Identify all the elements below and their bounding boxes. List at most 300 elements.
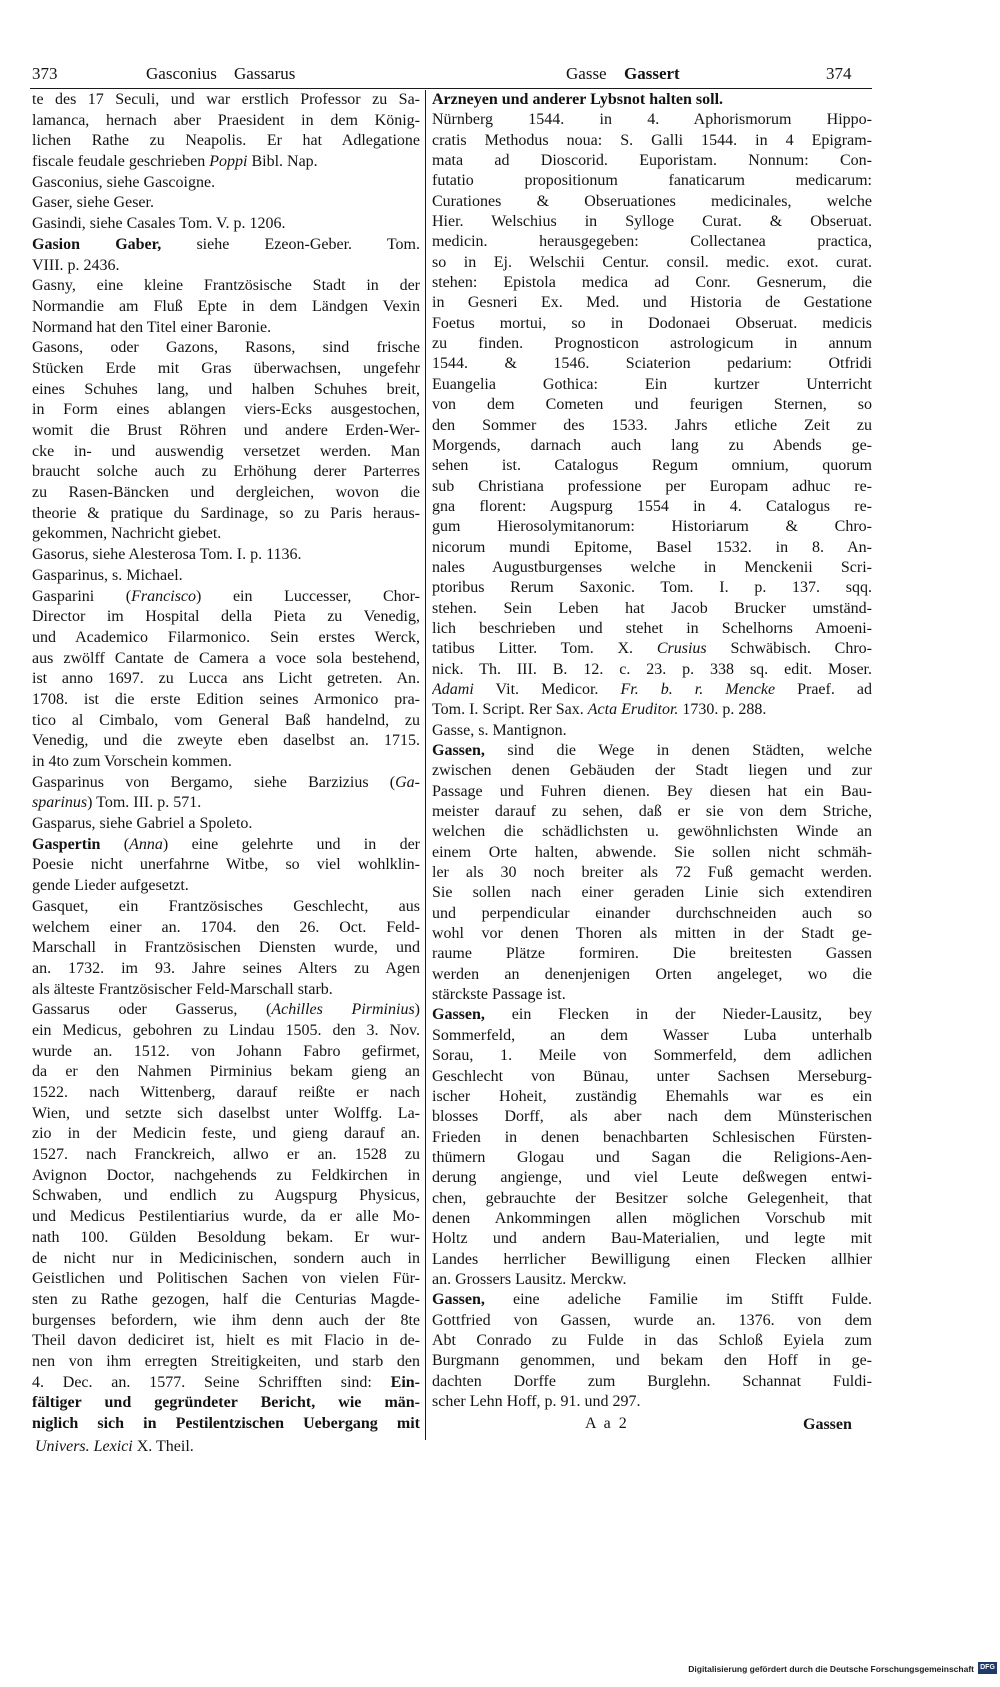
- text-run: Tom. I. Script. Rer Sax.: [432, 701, 588, 719]
- text-run: gende Lieder aufgesetzt.: [32, 877, 189, 895]
- text-run: Theil davon dediciret ist, hielt es mit Flacio in de-: [32, 1332, 420, 1350]
- text-line: [432, 212, 872, 232]
- text-line: [432, 538, 872, 558]
- text-line: [432, 314, 872, 334]
- text-run: von dem Cometen und feurigen Sternen, so: [432, 396, 872, 414]
- text-run: ein Medicus, gebohren zu Lindau 1505. den 3. Nov.: [32, 1021, 420, 1039]
- text-run: ptoribus Rerum Saxonic. Tom. I. p. 137. sqq.: [432, 579, 872, 597]
- italic-text-run: Fr. b. r. Mencke: [620, 680, 776, 698]
- text-line: [32, 669, 420, 690]
- bold-text-run: Gassen,: [432, 1006, 485, 1024]
- text-run: Stücken Erde mit Gras überwachsen, ungefehr: [32, 359, 420, 377]
- text-line: [432, 944, 872, 964]
- text-run: nales Augustburgenses welche in Menckenii Scri-: [432, 558, 872, 576]
- text-run: zio in der Medicin feste, und gieng darauf an.: [32, 1125, 420, 1143]
- italic-text-run: sparinus: [32, 794, 88, 812]
- text-run: und Academico Filarmonico. Sein erstes Werck,: [32, 628, 420, 646]
- text-line: [32, 545, 420, 566]
- text-line: [432, 578, 872, 598]
- text-line: [432, 1229, 872, 1249]
- text-run: Gasindi, siehe Casales Tom. V. p. 1206.: [32, 215, 286, 233]
- text-line: [432, 334, 872, 354]
- text-run: lich beschrieben und stehet in Schelhorns Amoeni-: [432, 619, 872, 637]
- text-run: stehen: Epistola medica ad Conr. Gesnerum, die: [432, 274, 872, 292]
- text-run: cratis Methodus noua: S. Galli 1544. in 4 Epigram-: [432, 131, 872, 149]
- text-run: dachten Dorffe zum Burglehn. Schannat Fuldi-: [432, 1372, 872, 1390]
- text-line: [432, 1250, 872, 1270]
- text-run: nicorum mundi Epitome, Basel 1532. in 8. An-: [432, 538, 872, 556]
- text-line: [32, 938, 420, 959]
- catchword: Gassen: [803, 1416, 852, 1433]
- text-run: Normand hat den Titel einer Baronie.: [32, 318, 272, 336]
- text-run: Euangelia Gothica: Ein kurtzer Unterricht: [432, 375, 872, 393]
- text-run: zu finden. Prognosticon astrologicum in annum: [432, 335, 872, 353]
- text-run: ): [414, 1001, 420, 1019]
- text-line: [32, 1042, 420, 1063]
- text-run: 1522. nach Wittenberg, darauf reißte er nach: [32, 1084, 420, 1101]
- text-run: Marschall in Frantzösischen Diensten wurde, und: [32, 939, 420, 957]
- text-line: [32, 773, 420, 794]
- text-run: Gasparus, siehe Gabriel a Spoleto.: [32, 815, 253, 833]
- text-line: [32, 1290, 420, 1311]
- text-line: [32, 338, 420, 359]
- text-line: [432, 354, 872, 374]
- text-run: Gottfried von Gassen, wurde an. 1376. von dem: [432, 1311, 872, 1329]
- text-run: Gasparinus von Bergamo, siehe Barzizius (: [32, 773, 396, 791]
- digitization-credit: Digitalisierung gefördert durch die Deutsche Forschungsgemeinschaft: [688, 1664, 974, 1674]
- text-run: Gasny, eine kleine Frantzösische Stadt in der: [32, 277, 420, 295]
- running-head-left-first-entry: Gasconius: [146, 64, 217, 83]
- bold-text-run: niglich sich in Pestilentzischen Uebergang mit: [32, 1415, 420, 1432]
- text-line: [432, 1189, 872, 1209]
- text-line: [432, 456, 872, 476]
- text-run: zu Rasen-Bäncken und dergleichen, wovon die: [32, 484, 420, 502]
- text-line: [32, 876, 420, 897]
- text-line: [432, 599, 872, 619]
- text-line: [432, 904, 872, 924]
- text-run: Geschlecht von Bünau, unter Sachsen Merseburg-: [432, 1067, 872, 1085]
- text-run: Sorau, 1. Meile von Sommerfeld, dem adlichen: [432, 1047, 872, 1065]
- bold-text-run: Arzneyen und anderer Lybsnot halten soll.: [432, 91, 724, 108]
- text-line: [32, 1331, 420, 1352]
- text-line: [32, 1269, 420, 1290]
- text-line: [32, 256, 420, 277]
- text-run: und perpendicular einander durchschneiden auch so: [432, 904, 872, 922]
- text-run: stehen. Sein Leben hat Jacob Brucker umständ-: [432, 599, 872, 617]
- text-line: [32, 1249, 420, 1270]
- text-run: tico al Cimbalo, vom General Baß handelnd, zu: [32, 711, 420, 729]
- text-line: [32, 90, 420, 111]
- running-head-right-first-entry: Gasse: [566, 64, 607, 83]
- text-run: wurde an. 1512. von Johann Fabro gefirmet,: [32, 1042, 420, 1060]
- text-run: (: [100, 835, 130, 853]
- text-line: [32, 359, 420, 380]
- text-line: [432, 1351, 872, 1371]
- text-run: burgenses befordern, wie ihm denn auch der 8te: [32, 1311, 420, 1329]
- text-run: Schwaben, und endlich zu Augspurg Physicus,: [32, 1187, 420, 1205]
- volume-footer: [35, 1436, 194, 1457]
- text-run: an. Grossers Lausitz. Merckw.: [432, 1270, 627, 1288]
- page-number-right: 374: [826, 64, 852, 83]
- text-line: [32, 442, 420, 463]
- text-run: gum Hierosolymitanorum: Historiarum & Chro-: [432, 518, 872, 536]
- text-run: sten zu Rathe gezogen, half die Centurias Magde-: [32, 1290, 420, 1308]
- text-line: [432, 883, 872, 903]
- text-line: [432, 375, 872, 395]
- italic-text-run: Crusius: [656, 640, 707, 658]
- text-run: Director im Hospital della Pieta zu Venedig,: [32, 608, 420, 626]
- text-line: [32, 1414, 420, 1435]
- text-line: [432, 273, 872, 293]
- text-run: womit die Brust Röhren und andere Erden-Wer-: [32, 422, 420, 439]
- text-run: in Gesneri Ex. Med. und Historia de Gestatione: [432, 294, 872, 312]
- text-line: [32, 587, 420, 608]
- text-run: raume Plätze formiren. Die breitesten Gassen: [432, 945, 872, 963]
- text-run: ist anno 1697. zu Lucca ans Licht getreten. An.: [32, 670, 420, 688]
- text-run: Hier. Welschius in Sylloge Curat. & Obseruat.: [432, 213, 872, 231]
- italic-text-run: Adami: [432, 680, 474, 698]
- text-line: [32, 814, 420, 835]
- signature-mark: A a 2: [585, 1415, 629, 1432]
- volume-title: Univers. Lexici: [35, 1438, 133, 1455]
- text-line: [32, 1083, 420, 1104]
- text-run: ein Flecken in der Nieder-Lausitz, bey: [484, 1006, 872, 1024]
- text-run: 1544. & 1546. Sciaterion pedarium: Otfridi: [432, 355, 872, 373]
- text-run: eine adeliche Familie im Stifft Fulde.: [484, 1291, 872, 1309]
- text-line: [32, 276, 420, 297]
- text-line: [432, 985, 872, 1005]
- text-line: [32, 297, 420, 318]
- text-run: medicin. herausgegeben: Collectanea practica,: [432, 233, 872, 251]
- text-run: ) eine gelehrte und in der: [162, 835, 420, 853]
- text-line: [432, 90, 872, 110]
- italic-text-run: Poppi: [209, 153, 248, 171]
- text-run: Gassarus oder Gasserus, (: [32, 1001, 272, 1019]
- text-run: Gaser, siehe Geser.: [32, 194, 154, 212]
- text-run: theorie & pratique du Sardinage, so zu Paris heraus-: [32, 504, 420, 522]
- text-line: [432, 517, 872, 537]
- text-run: lamanca, hernach aber Praesident in dem König-: [32, 111, 420, 129]
- bold-text-run: Gaspertin: [32, 835, 101, 853]
- text-line: [432, 558, 872, 578]
- page-number-left: 373: [32, 64, 58, 83]
- text-line: [432, 721, 872, 741]
- right-column: [432, 90, 872, 1412]
- text-line: [32, 1186, 420, 1207]
- text-run: Gasconius, siehe Gascoigne.: [32, 173, 216, 191]
- text-run: Holtz und andern Bau-Materialien, und legte mit: [432, 1230, 872, 1248]
- text-line: [32, 1062, 420, 1083]
- text-run: so in Ej. Welschii Centur. consil. medic. exot. curat.: [432, 253, 872, 271]
- text-line: [32, 131, 420, 152]
- text-run: te des 17 Seculi, und war erstlich Professor zu Sa-: [32, 91, 420, 108]
- text-line: [432, 1168, 872, 1188]
- text-line: [32, 918, 420, 939]
- text-line: [432, 822, 872, 842]
- text-line: [432, 1290, 872, 1310]
- text-line: [32, 731, 420, 752]
- text-line: [32, 1311, 420, 1332]
- text-line: [432, 1005, 872, 1025]
- text-line: [432, 863, 872, 883]
- text-run: nen von ihm erregten Streitigkeiten, und starb den: [32, 1352, 420, 1370]
- text-run: fiscale feudale geschrieben: [32, 153, 210, 171]
- text-line: [432, 802, 872, 822]
- text-run: Gasquet, ein Frantzösisches Geschlecht, aus: [32, 897, 420, 915]
- text-run: in 4to zum Vorschein kommen.: [32, 753, 232, 770]
- italic-text-run: Ga-: [395, 773, 420, 791]
- text-run: werden an denenjenigen Orten angeleget, wo die: [432, 965, 872, 983]
- text-run: de nicht nur in Medicinischen, sondern auch in: [32, 1249, 420, 1267]
- text-run: welchem einer an. 1704. den 26. Oct. Feld-: [32, 918, 420, 936]
- text-line: [432, 1311, 872, 1331]
- text-line: [432, 1392, 872, 1412]
- text-run: Vit. Medicor.: [473, 680, 621, 698]
- text-line: [432, 619, 872, 639]
- column-divider: [425, 90, 426, 1440]
- text-line: [32, 855, 420, 876]
- text-line: [32, 628, 420, 649]
- text-run: sub Christiana professione per Europam adhuc re-: [432, 477, 872, 495]
- text-run: ) Tom. III. p. 571.: [87, 794, 202, 812]
- text-line: [32, 711, 420, 732]
- text-line: [432, 761, 872, 781]
- text-line: [32, 193, 420, 214]
- text-run: tatibus Litter. Tom. X.: [432, 640, 657, 658]
- running-head-right-last-entry: Gassert: [624, 64, 680, 83]
- text-run: sind die Wege in denen Städten, welche: [484, 742, 872, 759]
- text-run: chen, gebrauchte der Besitzer solche Gelegenheit, that: [432, 1189, 872, 1207]
- text-line: [32, 1352, 420, 1373]
- text-line: [432, 1331, 872, 1351]
- bold-text-run: Gasion Gaber,: [32, 235, 162, 253]
- text-run: einem Orte halten, abwende. Sie sollen nicht schmäh-: [432, 843, 872, 861]
- text-line: [32, 483, 420, 504]
- italic-text-run: Francisco: [131, 587, 197, 605]
- text-run: derung angienge, und viel Leute deßwegen entwi-: [432, 1169, 872, 1187]
- text-run: nick. Th. III. B. 12. c. 23. p. 338 sq. edit. Moser.: [432, 660, 872, 678]
- text-run: als älteste Frantzösischer Feld-Marschall starb.: [32, 980, 333, 998]
- text-run: ler als 30 noch breiter als 72 Fuß gemacht werden.: [432, 864, 872, 882]
- text-run: Schwäbisch. Chro-: [706, 640, 872, 658]
- text-run: Foetus mortui, so in Dodonaei Obseruat. medicis: [432, 314, 872, 332]
- bold-text-run: fältiger und gegründeter Bericht, wie män-: [32, 1394, 420, 1412]
- text-run: Frieden in denen benachbarten Schlesischen Fürsten-: [432, 1128, 872, 1146]
- text-line: [432, 1209, 872, 1229]
- text-line: [32, 1207, 420, 1228]
- text-line: [32, 959, 420, 980]
- text-run: meister darauf zu sehen, daß er sie von dem Striche,: [432, 803, 872, 821]
- text-line: [432, 171, 872, 191]
- text-run: 4. Dec. an. 1577. Seine Schrifften sind:: [32, 1373, 391, 1391]
- text-run: gekommen, Nachricht giebet.: [32, 525, 222, 543]
- text-line: [32, 1021, 420, 1042]
- text-run: Gasons, oder Gazons, Rasons, sind frische: [32, 339, 420, 357]
- text-line: [32, 1104, 420, 1125]
- text-run: cke in- und auswendig versetzet werden. Man: [32, 442, 420, 460]
- bold-text-run: Gassen,: [432, 1291, 485, 1309]
- text-line: [32, 649, 420, 670]
- italic-text-run: Acta Eruditor.: [587, 701, 679, 719]
- text-run: welchen die schädlichsten u. gewöhnlichsten Winde an: [432, 823, 872, 841]
- text-line: [432, 253, 872, 273]
- text-line: [432, 395, 872, 415]
- text-run: Curationes & Obseruationes medicinales, welche: [432, 192, 872, 210]
- text-line: [32, 421, 420, 442]
- text-run: mata ad Dioscorid. Euporistam. Nonnum: Con-: [432, 152, 872, 170]
- text-line: [432, 1148, 872, 1168]
- text-line: [432, 700, 872, 720]
- text-line: [432, 1270, 872, 1290]
- text-run: Gasse, s. Mantignon.: [432, 721, 567, 739]
- text-run: Burgmann genommen, und bekam den Hoff in ge-: [432, 1352, 872, 1370]
- text-run: Geistlichen und Politischen Sachen von vielen Für-: [32, 1270, 420, 1288]
- text-line: [32, 1373, 420, 1394]
- text-line: [32, 318, 420, 339]
- text-run: Abt Conrado zu Fulde in das Schloß Eyiela zum: [432, 1331, 872, 1349]
- text-run: da er den Nahmen Pirminius bekam gieng an: [32, 1063, 420, 1081]
- volume-part: X. Theil.: [136, 1438, 194, 1455]
- text-line: [32, 504, 420, 525]
- text-run: 1708. ist die erste Edition seines Armonico pra-: [32, 690, 420, 708]
- text-run: thümern Glogau und Sagan die Religions-Aen-: [432, 1148, 872, 1166]
- running-head-left-last-entry: Gassarus: [234, 64, 296, 83]
- italic-text-run: Achilles Pirminius: [271, 1001, 415, 1019]
- text-run: Passage und Fuhren dienen. Bey diesen hat ein Bau-: [432, 782, 872, 800]
- text-line: [432, 293, 872, 313]
- text-run: den Sommer des 1533. Jahrs etliche Zeit zu: [432, 416, 872, 434]
- text-line: [32, 462, 420, 483]
- text-line: [432, 924, 872, 944]
- text-run: Wien, und setzte sich daselbst unter Wolffg. La-: [32, 1104, 420, 1122]
- text-run: nath 100. Gülden Besoldung bekam. Er wur-: [32, 1228, 420, 1246]
- text-run: Poesie nicht unerfahrne Witbe, so viel wohlklin-: [32, 856, 420, 874]
- text-line: [432, 965, 872, 985]
- italic-text-run: Anna: [129, 835, 163, 853]
- text-run: Landes herrlicher Bewilligung einen Flecken allhier: [432, 1250, 872, 1268]
- text-line: [432, 1128, 872, 1148]
- text-line: [32, 1228, 420, 1249]
- text-line: [432, 1107, 872, 1127]
- text-line: [32, 111, 420, 132]
- text-line: [432, 497, 872, 517]
- text-line: [432, 741, 872, 761]
- left-column: [32, 90, 420, 1435]
- text-line: [432, 1372, 872, 1392]
- text-run: 1527. nach Franckreich, allwo er an. 1528 zu: [32, 1146, 420, 1164]
- text-line: [32, 214, 420, 235]
- text-line: [32, 897, 420, 918]
- text-run: Gasparini (: [32, 587, 132, 605]
- text-run: blosses Dorff, als aber nach dem Münsterischen: [432, 1108, 872, 1126]
- text-line: [432, 843, 872, 863]
- text-line: [32, 690, 420, 711]
- text-line: [32, 607, 420, 628]
- text-line: [32, 1124, 420, 1145]
- text-line: [432, 639, 872, 659]
- text-line: [32, 1000, 420, 1021]
- text-run: siehe Ezeon-Geber. Tom.: [161, 235, 420, 253]
- text-line: [432, 477, 872, 497]
- text-run: stärckste Passage ist.: [432, 986, 566, 1004]
- text-run: an. 1732. im 93. Jahre seines Alters zu Agen: [32, 959, 420, 977]
- text-line: [32, 173, 420, 194]
- text-line: [32, 400, 420, 421]
- dfg-logo-icon: DFG: [978, 1662, 997, 1674]
- text-run: Avignon Doctor, nachgehends zu Feldkirchen in: [32, 1166, 420, 1184]
- text-line: [432, 660, 872, 680]
- header-rule: [30, 88, 872, 89]
- bold-text-run: Gassen,: [432, 742, 485, 759]
- text-run: in Form eines ablangen viers-Ecks ausgestochen,: [32, 401, 420, 419]
- text-run: eines Schuhes lang, und halben Schuhes breit,: [32, 380, 420, 398]
- text-line: [32, 380, 420, 401]
- text-run: zwischen denen Gebäuden der Stadt liegen und zur: [432, 762, 872, 780]
- text-line: [432, 232, 872, 252]
- text-run: aus zwölff Cantate de Camera a voce sola bestehend,: [32, 649, 420, 667]
- text-run: VIII. p. 2436.: [32, 256, 120, 274]
- text-run: ) ein Luccesser, Chor-: [196, 587, 420, 605]
- text-line: [432, 131, 872, 151]
- text-run: Venedig, und die zweyte eben daselbst an. 1715.: [32, 732, 420, 750]
- text-run: Normandie am Fluß Epte in dem Ländgen Vexin: [32, 297, 420, 315]
- text-run: sehen ist. Catalogus Regum omnium, quorum: [432, 457, 872, 475]
- text-line: [432, 192, 872, 212]
- text-line: [432, 1026, 872, 1046]
- text-line: [432, 1087, 872, 1107]
- text-run: Morgends, darnach auch lang zu Abends ge-: [432, 436, 872, 454]
- text-run: braucht solche auch zu Erhöhung derer Parterres: [32, 463, 420, 481]
- text-line: [432, 782, 872, 802]
- text-run: wohl vor denen Thoren als mitten in der Stadt ge-: [432, 925, 872, 943]
- text-run: denen Ankommingen allen möglichen Vorschub mit: [432, 1209, 872, 1227]
- text-line: [432, 110, 872, 130]
- text-run: Sie sollen nach einer geraden Linie sich extendiren: [432, 884, 872, 902]
- text-run: Bibl. Nap.: [247, 153, 318, 171]
- text-line: [32, 752, 420, 773]
- text-line: [432, 1067, 872, 1087]
- text-run: futatio propositionum fanaticarum medicarum:: [432, 172, 872, 190]
- text-line: [432, 680, 872, 700]
- text-run: 1730. p. 288.: [678, 701, 767, 719]
- text-run: Gasparinus, s. Michael.: [32, 566, 183, 584]
- text-run: scher Lehn Hoff, p. 91. und 297.: [432, 1393, 641, 1410]
- text-run: Nürnberg 1544. in 4. Aphorismorum Hippo-: [432, 111, 872, 129]
- text-line: [432, 436, 872, 456]
- text-run: Gasorus, siehe Alesterosa Tom. I. p. 1136.: [32, 546, 302, 564]
- text-line: [32, 1166, 420, 1187]
- text-line: [32, 793, 420, 814]
- text-run: Praef. ad: [775, 680, 872, 698]
- text-line: [432, 1046, 872, 1066]
- text-line: [432, 416, 872, 436]
- text-run: ischer Hoheit, zuständig Ehemahls war es ein: [432, 1087, 872, 1105]
- text-line: [32, 235, 420, 256]
- text-line: [32, 152, 420, 173]
- text-run: und Medicus Pestilentiarius wurde, da er alle Mo-: [32, 1208, 420, 1226]
- text-line: [32, 980, 420, 1001]
- text-line: [32, 524, 420, 545]
- bold-text-run: Ein-: [390, 1373, 420, 1391]
- text-run: lichen Rathe zu Neapolis. Er hat Adlegatione: [32, 132, 420, 150]
- text-line: [432, 151, 872, 171]
- text-line: [32, 835, 420, 856]
- text-run: Sommerfeld, an dem Wasser Luba unterhalb: [432, 1026, 872, 1044]
- text-line: [32, 1393, 420, 1414]
- text-line: [32, 1145, 420, 1166]
- text-run: gna florent: Augspurg 1554 in 4. Catalogus re-: [432, 497, 872, 515]
- text-line: [32, 566, 420, 587]
